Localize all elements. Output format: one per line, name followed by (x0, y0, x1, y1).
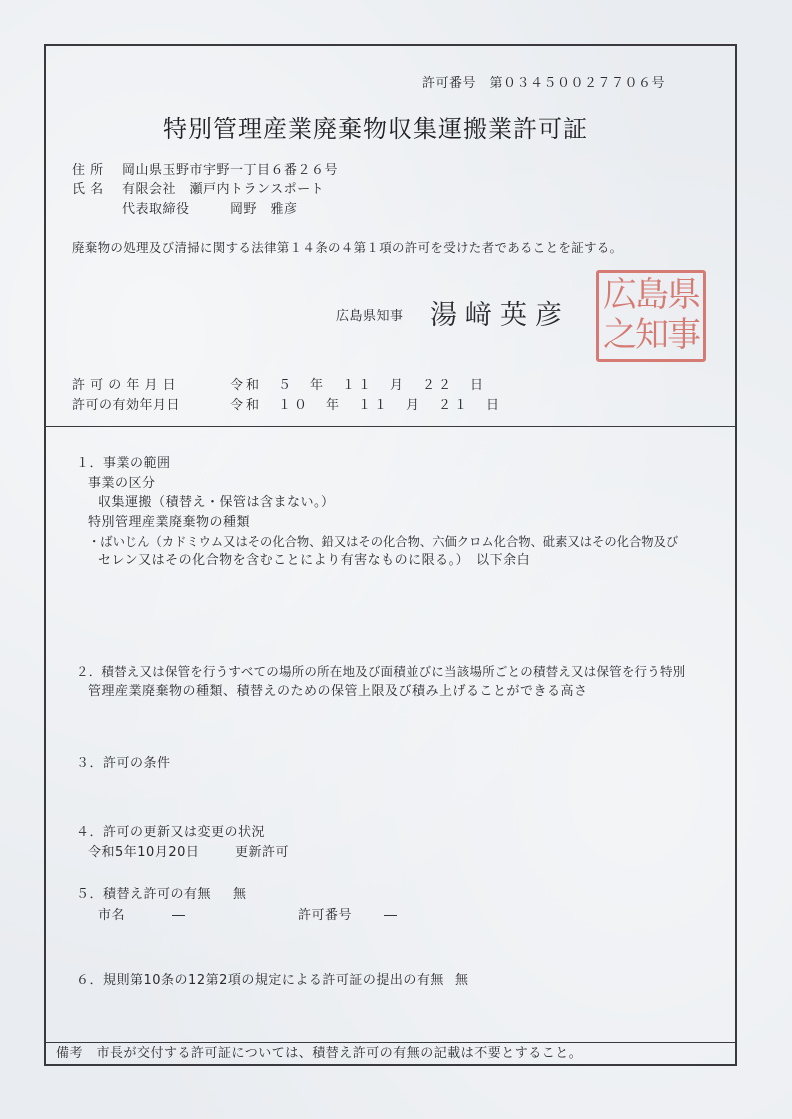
address-label: 住 所 (72, 163, 104, 178)
note-divider (44, 1042, 737, 1043)
name-label: 氏 名 (72, 182, 104, 197)
waste-types-label: 特別管理産業廃棄物の種類 (88, 515, 251, 530)
seal-char: 広 (603, 275, 637, 315)
section-2-title: ２．積替え又は保管を行うすべての場所の所在地及び面積並びに当該場所ごとの積替え又は保管を行う特別 (76, 664, 686, 679)
seal-char: 事 (667, 315, 701, 355)
representative: 代表取締役 岡野 雅彦 (122, 202, 298, 217)
expiry-date-label: 許可の有効年月日 (72, 398, 181, 413)
section-1-title: １．事業の範囲 (76, 456, 171, 471)
seal-char: 知 (635, 315, 669, 355)
header-divider (44, 426, 737, 427)
renewal-status: 更新許可 (235, 845, 290, 860)
governor-name: 湯﨑英彦 (430, 300, 570, 331)
permit-date-value: 令和 ５ 年 １１ 月 ２２ 日 (230, 378, 487, 393)
certification-text: 廃棄物の処理及び清掃に関する法律第１４条の４第１項の許可を受けた者であることを証する。 (72, 240, 623, 255)
section-4-title: ４．許可の更新又は変更の状況 (76, 825, 266, 840)
permit-number: 許可番号 第０３４５００２７７０６号 (422, 76, 666, 91)
section-5-title: ５．積替え許可の有無 (76, 887, 212, 902)
section-3-title: ３．許可の条件 (76, 756, 171, 771)
transfer-permit-value: 無 (233, 887, 247, 902)
permit-number-label: 許可番号 (298, 908, 353, 923)
business-category-value: 収集運搬（積替え・保管は含まない。） (98, 495, 335, 510)
waste-types-line-2: セレン又はその化合物を含むことにより有害なものに限る。） 以下余白 (98, 553, 531, 568)
seal-char: 県 (667, 275, 701, 315)
expiry-date-value: 令和 １０ 年 １１ 月 ２１ 日 (230, 398, 503, 413)
section-6-title: ６．規則第10条の12第2項の規定による許可証の提出の有無 (76, 973, 444, 988)
city-name-label: 市名 (98, 908, 126, 923)
company-name: 有限会社 瀬戸内トランスポート (122, 182, 325, 197)
page-title: 特別管理産業廃棄物収集運搬業許可証 (163, 115, 588, 143)
city-name-value: ― (172, 908, 186, 923)
renewal-date: 令和5年10月20日 (88, 845, 200, 860)
governor-title: 広島県知事 (336, 309, 404, 324)
permit-date-label: 許 可 の 年 月 日 (72, 378, 177, 393)
remarks-note: 備考 市長が交付する許可証については、積替え許可の有無の記載は不要とすること。 (56, 1046, 583, 1061)
governor-seal (596, 270, 706, 362)
seal-char: 島 (635, 275, 669, 315)
waste-types-line-1: ・ばいじん（カドミウム又はその化合物、鉛又はその化合物、六価クロム化合物、砒素又はその化合物及び (88, 535, 679, 549)
address-value: 岡山県玉野市宇野一丁目６番２６号 (122, 163, 339, 178)
submission-value: 無 (455, 973, 469, 988)
business-category-label: 事業の区分 (88, 476, 156, 491)
permit-number-value: ― (384, 908, 398, 923)
seal-char: 之 (603, 315, 637, 355)
section-2-line-2: 管理産業廃棄物の種類、積替えのための保管上限及び積み上げることができる高さ (88, 684, 588, 699)
